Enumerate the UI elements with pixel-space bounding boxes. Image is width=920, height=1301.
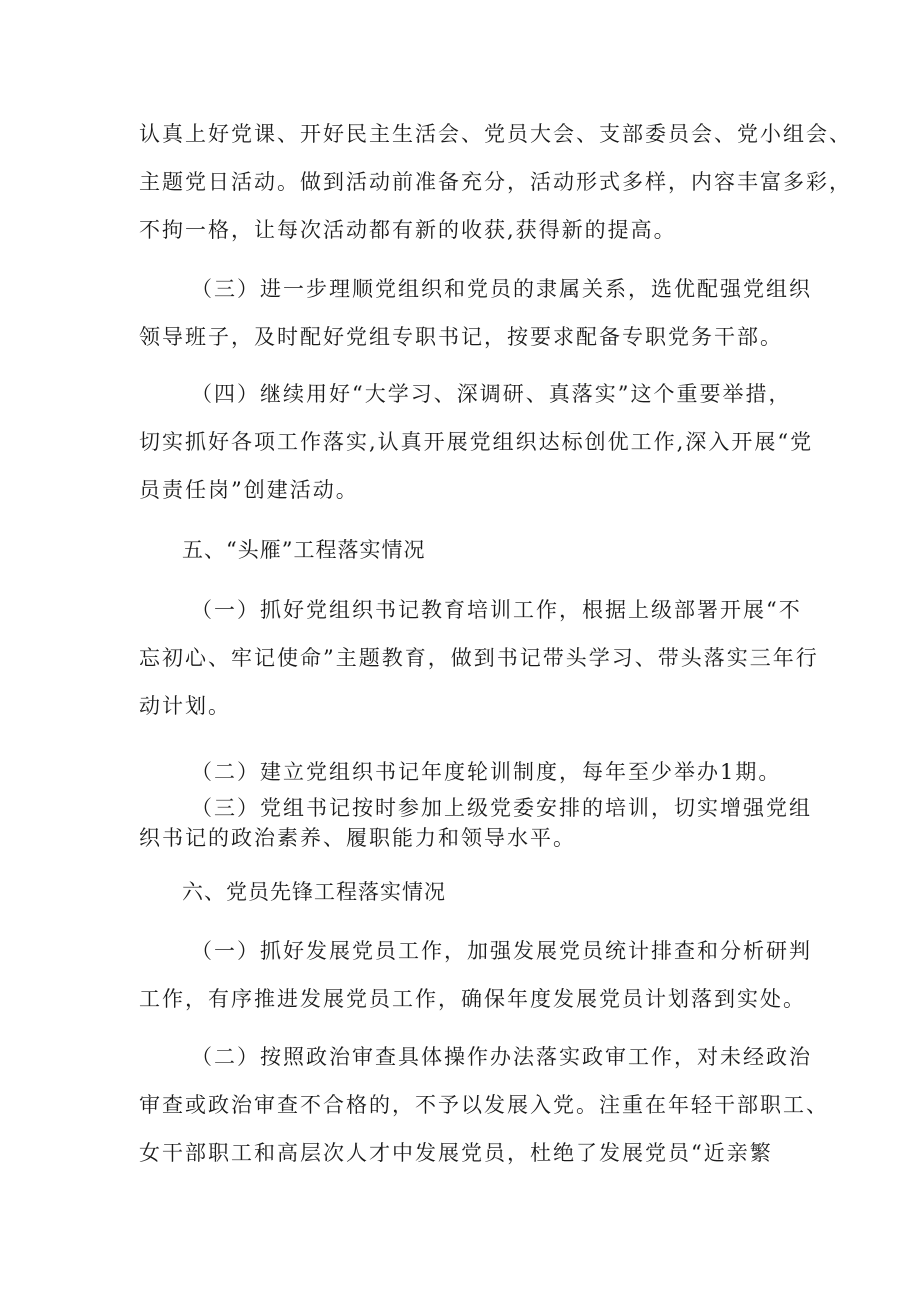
- text-line: （一）抓好党组织书记教育培训工作，根据上级部署开展“不: [191, 598, 802, 622]
- text-line: 忘初心、牢记使命”主题教育，做到书记带头学习、带头落实三年行: [139, 646, 819, 670]
- text-line: 不拘一格，让每次活动都有新的收获,获得新的提高。: [139, 218, 677, 242]
- text-line: 审查或政治审查不合格的，不予以发展入党。注重在年轻干部职工、: [139, 1093, 829, 1117]
- text-line: 员责任岗”创建活动。: [139, 478, 359, 502]
- text-line: （三）进一步理顺党组织和党员的隶属关系，选优配强党组织: [191, 277, 812, 301]
- text-line: 切实抓好各项工作落实,认真开展党组织达标创优工作,深入开展“党: [139, 430, 814, 454]
- text-line: 主题党日活动。做到活动前准备充分，活动形式多样，内容丰富多彩，: [139, 170, 852, 194]
- text-line: 女干部职工和高层次人才中发展党员，杜绝了发展党员“近亲繁: [139, 1141, 773, 1165]
- text-line: （一）抓好发展党员工作，加强发展党员统计排查和分析研判: [191, 939, 812, 963]
- section-heading: 六、党员先锋工程落实情况: [182, 880, 446, 904]
- text-line: （四）继续用好“大学习、深调研、真落实”这个重要举措，: [191, 382, 792, 406]
- text-line: 动计划。: [139, 694, 231, 718]
- text-line: （二）按照政治审查具体操作办法落实政审工作，对未经政治: [191, 1045, 812, 1069]
- text-line: 工作，有序推进发展党员工作，确保年度发展党员计划落到实处。: [139, 987, 806, 1011]
- text-line: （二）建立党组织书记年度轮训制度，每年至少举办1期。: [191, 760, 782, 784]
- text-line: 认真上好党课、开好民主生活会、党员大会、支部委员会、党小组会、: [139, 122, 852, 146]
- text-line: 领导班子，及时配好党组专职书记，按要求配备专职党务干部。: [139, 325, 783, 349]
- text-line: （三）党组书记按时参加上级党委安排的培训，切实增强党组: [191, 796, 812, 820]
- text-line: 织书记的政治素养、履职能力和领导水平。: [139, 826, 576, 850]
- section-heading: 五、“头雁”工程落实情况: [182, 538, 426, 562]
